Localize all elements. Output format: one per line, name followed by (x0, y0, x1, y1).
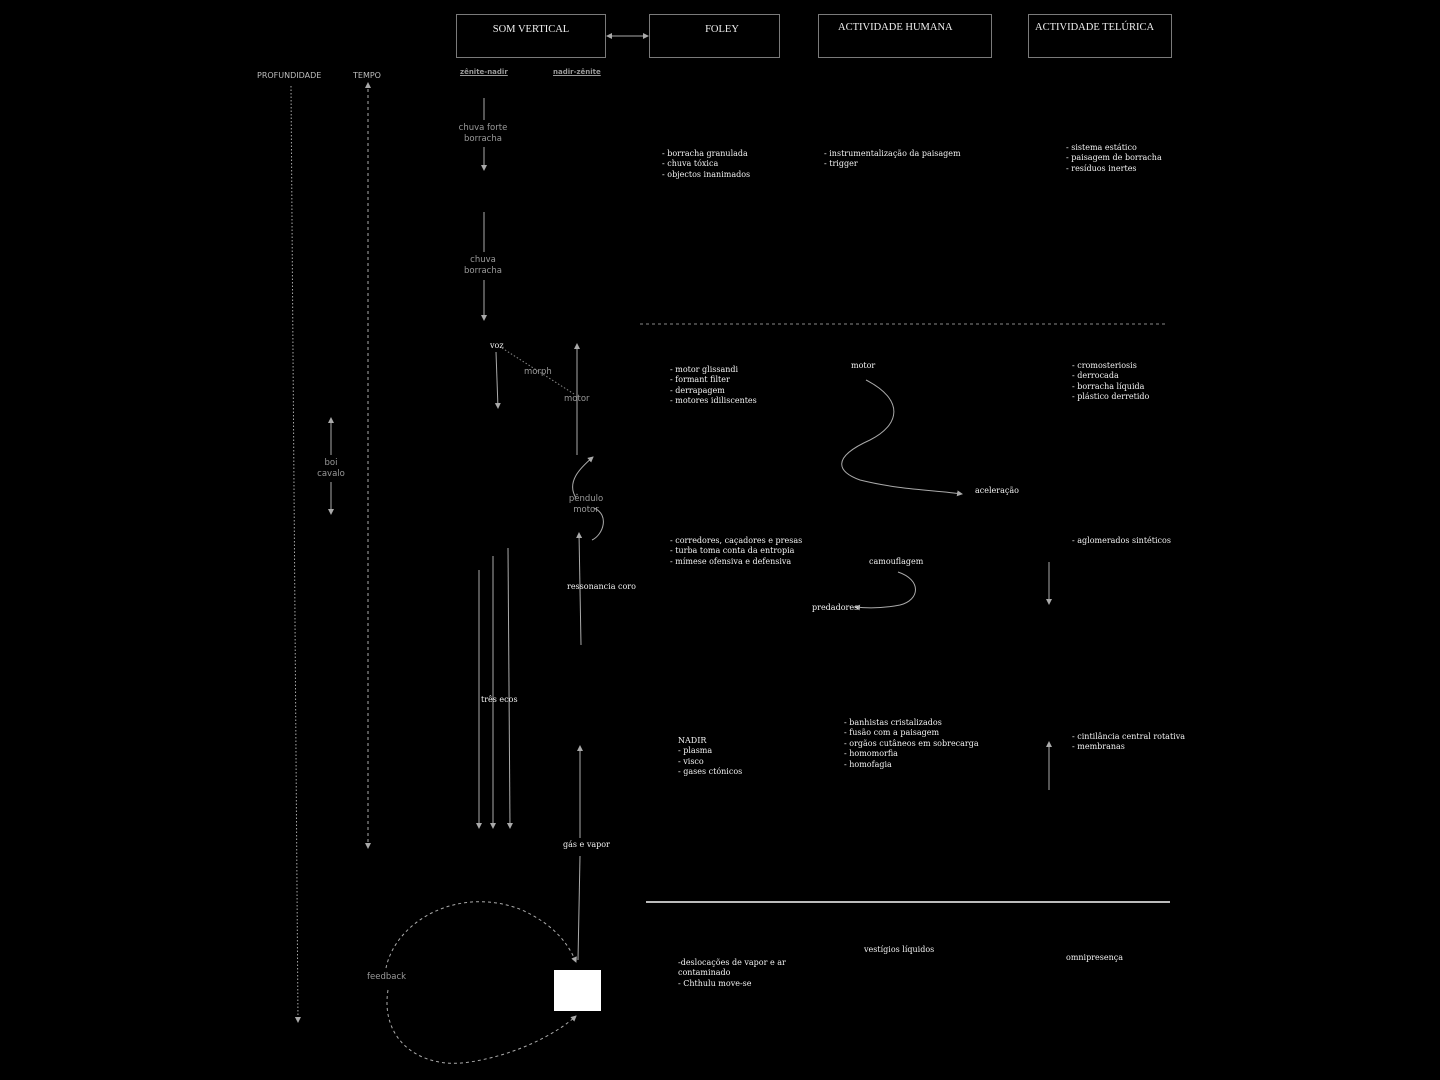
humana-vestigios: vestígios líquidos (864, 945, 935, 954)
label-motor-vertical: motor (564, 394, 590, 404)
header-som-vertical-box (456, 14, 606, 58)
label-feedback: feedback (367, 972, 407, 982)
feedback-loop-top (386, 902, 576, 968)
label-tres-ecos: três ecos (481, 695, 518, 704)
feedback-loop-bottom (387, 990, 576, 1063)
motor-curve (842, 380, 962, 494)
label-gas-vapor: gás e vapor (563, 840, 610, 849)
label-chuva: chuva borracha (464, 255, 502, 276)
foley-list-5: -deslocações de vapor e ar contaminado - Chthulu move-se (678, 958, 786, 988)
telurica-list-2: - cromosteriosis - derrocada - borracha líquida - plástico derretido (1072, 361, 1150, 402)
nadir-block (554, 970, 601, 1011)
label-chuva-forte: chuva forte borracha (458, 123, 508, 144)
foley-list-1: - borracha granulada - chuva tóxica - objectos inanimados (662, 149, 751, 179)
humana-aceleracao: aceleração (975, 486, 1019, 495)
foley-list-4: NADIR - plasma - visco - gases ctónicos (678, 736, 743, 777)
header-foley-box (649, 14, 780, 58)
telurica-omnipresenca: omnipresença (1066, 953, 1124, 962)
header-actividade-humana: ACTIVIDADE HUMANA (838, 22, 953, 33)
label-tempo: TEMPO (353, 71, 381, 80)
label-zenite-nadir: zênite-nadir (460, 68, 508, 76)
telurica-list-3: - aglomerados sintéticos (1072, 536, 1171, 545)
pendulo-arrow-up (573, 457, 593, 498)
label-nadir-zenite: nadir-zênite (553, 68, 601, 76)
profundidade-axis (291, 86, 298, 1022)
label-voz: voz (490, 341, 504, 350)
humana-list-4: - banhistas cristalizados - fusão com a paisagem - orgãos cutâneos em sobrecarga - homomorfia - homofagia (844, 718, 979, 769)
humana-list-1: - instrumentalização da paisagem - trigger (824, 149, 961, 169)
voz-arrow (496, 352, 498, 408)
camouflagem-curve (855, 572, 916, 608)
header-som-vertical: SOM VERTICAL (492, 24, 570, 35)
foley-list-2: - motor glissandi - formant filter - derrapagem - motores idiliscentes (670, 365, 757, 406)
humana-motor: motor (851, 361, 876, 370)
header-foley: FOLEY (705, 24, 739, 35)
humana-predadores: predadores (812, 603, 859, 612)
humana-camouflagem: camouflagem (869, 557, 924, 566)
label-morph: morph (524, 367, 552, 377)
header-actividade-telurica: ACTIVIDADE TELÚRICA (1035, 22, 1155, 33)
foley-list-3: - corredores, caçadores e presas - turba toma conta da entropia - mímese ofensiva e defensiva (670, 536, 803, 566)
label-profundidade: PROFUNDIDADE (257, 71, 322, 80)
label-boi-cavalo: boi cavalo (317, 458, 345, 479)
gas-line-down (578, 856, 580, 960)
telurica-list-1: - sistema estático - paisagem de borracha - resíduos inertes (1066, 143, 1162, 173)
label-ressonancia-coro: ressonancia coro (567, 582, 636, 591)
header-actividade-humana-box (818, 14, 992, 58)
header-actividade-telurica-box (1028, 14, 1172, 58)
telurica-list-4: - cintilância central rotativa - membranas (1072, 732, 1186, 752)
eco-arrow-3 (508, 548, 510, 828)
label-pendulo-motor: pêndulo motor (568, 494, 604, 515)
